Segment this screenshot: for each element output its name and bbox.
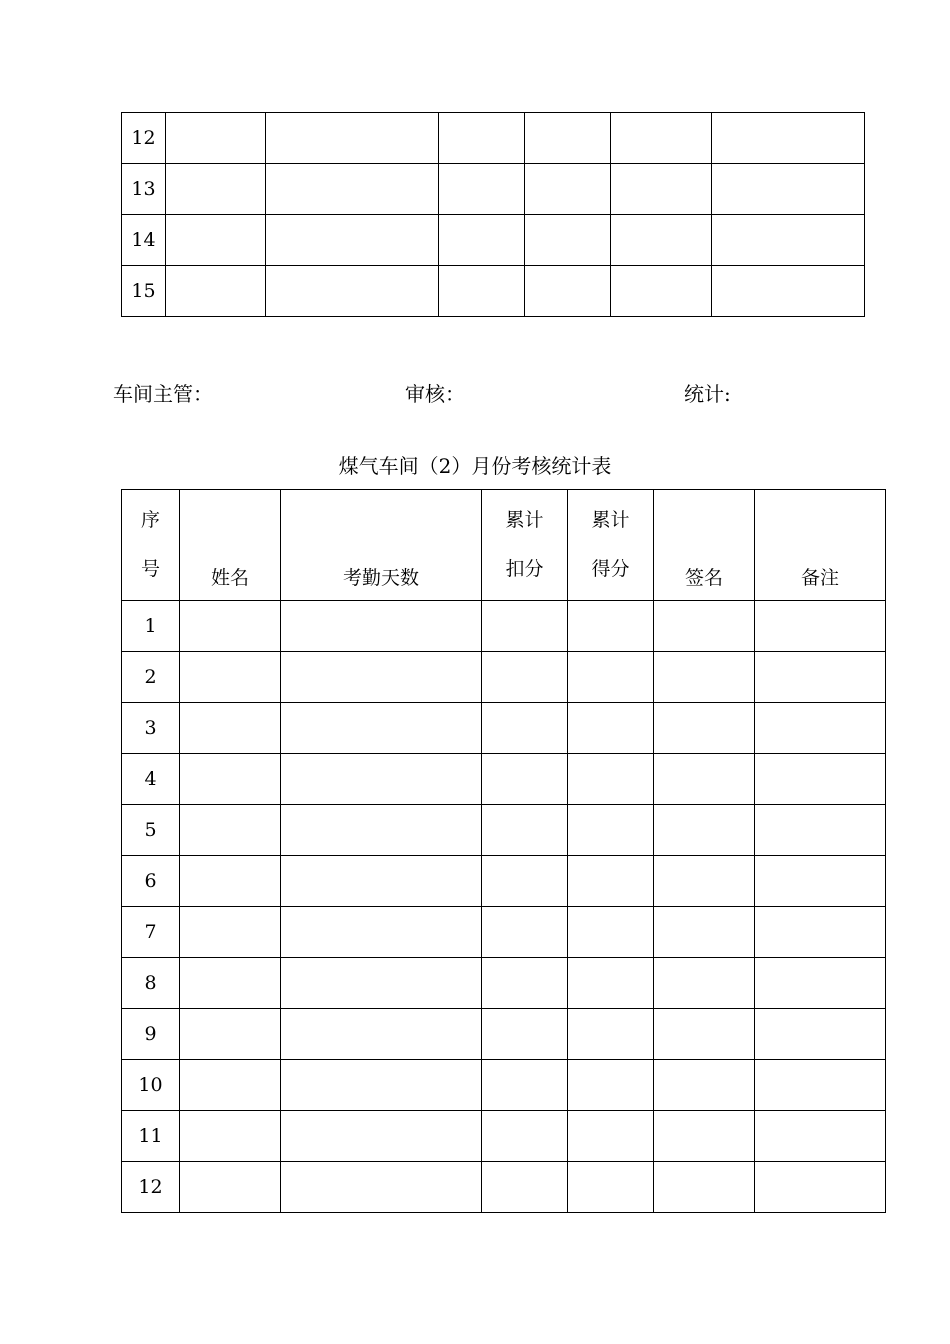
empty-cell[interactable] <box>166 113 266 164</box>
empty-cell[interactable] <box>568 1111 654 1162</box>
row-number: 8 <box>122 958 180 1009</box>
empty-cell[interactable] <box>281 856 482 907</box>
empty-cell[interactable] <box>166 164 266 215</box>
empty-cell[interactable] <box>266 113 439 164</box>
empty-cell[interactable] <box>180 856 281 907</box>
empty-cell[interactable] <box>482 652 568 703</box>
empty-cell[interactable] <box>755 1111 886 1162</box>
empty-cell[interactable] <box>654 907 755 958</box>
empty-cell[interactable] <box>712 266 865 317</box>
header-seq-line1: 序 <box>140 509 160 531</box>
empty-cell[interactable] <box>180 703 281 754</box>
header-seq <box>122 490 180 601</box>
table-row <box>122 703 886 754</box>
empty-cell[interactable] <box>568 805 654 856</box>
table-row <box>122 754 886 805</box>
table-row <box>122 1162 886 1213</box>
empty-cell[interactable] <box>281 907 482 958</box>
empty-cell[interactable] <box>654 856 755 907</box>
table-row <box>122 805 886 856</box>
empty-cell[interactable] <box>755 958 886 1009</box>
empty-cell[interactable] <box>654 1009 755 1060</box>
empty-cell[interactable] <box>180 652 281 703</box>
empty-cell[interactable] <box>482 805 568 856</box>
table-row <box>122 856 886 907</box>
empty-cell[interactable] <box>180 805 281 856</box>
empty-cell[interactable] <box>439 215 525 266</box>
empty-cell[interactable] <box>654 958 755 1009</box>
empty-cell[interactable] <box>568 907 654 958</box>
empty-cell[interactable] <box>180 958 281 1009</box>
empty-cell[interactable] <box>281 805 482 856</box>
row-number: 10 <box>122 1060 180 1111</box>
stats-label: 统计: <box>684 382 731 406</box>
empty-cell[interactable] <box>712 113 865 164</box>
empty-cell[interactable] <box>755 805 886 856</box>
empty-cell[interactable] <box>281 1060 482 1111</box>
empty-cell[interactable] <box>755 601 886 652</box>
empty-cell[interactable] <box>281 703 482 754</box>
empty-cell[interactable] <box>568 1060 654 1111</box>
empty-cell[interactable] <box>266 266 439 317</box>
empty-cell[interactable] <box>439 113 525 164</box>
table-row <box>122 215 865 266</box>
empty-cell[interactable] <box>180 1009 281 1060</box>
row-number: 11 <box>122 1111 180 1162</box>
empty-cell[interactable] <box>525 113 611 164</box>
empty-cell[interactable] <box>482 703 568 754</box>
empty-cell[interactable] <box>755 1060 886 1111</box>
empty-cell[interactable] <box>482 754 568 805</box>
empty-cell[interactable] <box>482 1162 568 1213</box>
empty-cell[interactable] <box>568 1162 654 1213</box>
empty-cell[interactable] <box>611 215 712 266</box>
table-row <box>122 113 865 164</box>
empty-cell[interactable] <box>712 164 865 215</box>
empty-cell[interactable] <box>281 652 482 703</box>
empty-cell[interactable] <box>482 601 568 652</box>
empty-cell[interactable] <box>166 215 266 266</box>
table-row <box>122 1060 886 1111</box>
empty-cell[interactable] <box>281 601 482 652</box>
header-score <box>568 490 654 601</box>
empty-cell[interactable] <box>482 1060 568 1111</box>
empty-cell[interactable] <box>755 652 886 703</box>
row-number: 3 <box>122 703 180 754</box>
table-title: 煤气车间（2）月份考核统计表 <box>338 454 612 478</box>
empty-cell[interactable] <box>482 958 568 1009</box>
empty-cell[interactable] <box>755 703 886 754</box>
empty-cell[interactable] <box>281 1009 482 1060</box>
empty-cell[interactable] <box>180 1060 281 1111</box>
empty-cell[interactable] <box>568 703 654 754</box>
empty-cell[interactable] <box>482 1009 568 1060</box>
empty-cell[interactable] <box>568 958 654 1009</box>
empty-cell[interactable] <box>654 1060 755 1111</box>
header-deduct <box>482 490 568 601</box>
top-table-continuation <box>121 112 865 317</box>
empty-cell[interactable] <box>755 1009 886 1060</box>
table-row <box>122 164 865 215</box>
row-number: 4 <box>122 754 180 805</box>
row-number: 2 <box>122 652 180 703</box>
header-attendance: 考勤天数 <box>281 490 482 601</box>
empty-cell[interactable] <box>568 754 654 805</box>
row-number: 6 <box>122 856 180 907</box>
empty-cell[interactable] <box>568 1009 654 1060</box>
top-table-body <box>122 113 865 317</box>
table-row <box>122 958 886 1009</box>
empty-cell[interactable] <box>755 856 886 907</box>
empty-cell[interactable] <box>281 1111 482 1162</box>
table-row <box>122 1009 886 1060</box>
row-number: 1 <box>122 601 180 652</box>
header-score-line2: 得分 <box>591 558 630 580</box>
empty-cell[interactable] <box>755 754 886 805</box>
empty-cell[interactable] <box>654 703 755 754</box>
table-row <box>122 601 886 652</box>
header-deduct-line1: 累计 <box>505 509 544 531</box>
empty-cell[interactable] <box>180 907 281 958</box>
empty-cell[interactable] <box>166 266 266 317</box>
row-number: 12 <box>122 113 166 164</box>
row-number: 9 <box>122 1009 180 1060</box>
empty-cell[interactable] <box>654 601 755 652</box>
empty-cell[interactable] <box>611 164 712 215</box>
review-label: 审核： <box>405 382 465 406</box>
header-seq-line2: 号 <box>140 558 160 580</box>
empty-cell[interactable] <box>654 1162 755 1213</box>
empty-cell[interactable] <box>568 856 654 907</box>
empty-cell[interactable] <box>654 805 755 856</box>
empty-cell[interactable] <box>439 266 525 317</box>
empty-cell[interactable] <box>525 215 611 266</box>
empty-cell[interactable] <box>525 164 611 215</box>
empty-cell[interactable] <box>568 601 654 652</box>
assessment-table <box>121 489 886 1213</box>
empty-cell[interactable] <box>482 1111 568 1162</box>
empty-cell[interactable] <box>611 266 712 317</box>
row-number: 14 <box>122 215 166 266</box>
empty-cell[interactable] <box>281 1162 482 1213</box>
empty-cell[interactable] <box>755 907 886 958</box>
empty-cell[interactable] <box>712 215 865 266</box>
header-deduct-line2: 扣分 <box>505 558 544 580</box>
empty-cell[interactable] <box>611 113 712 164</box>
row-number: 12 <box>122 1162 180 1213</box>
empty-cell[interactable] <box>281 754 482 805</box>
empty-cell[interactable] <box>266 164 439 215</box>
row-number: 7 <box>122 907 180 958</box>
empty-cell[interactable] <box>654 754 755 805</box>
header-score-line1: 累计 <box>591 509 630 531</box>
empty-cell[interactable] <box>281 958 482 1009</box>
empty-cell[interactable] <box>439 164 525 215</box>
table-row <box>122 266 865 317</box>
header-remarks: 备注 <box>755 490 886 601</box>
table-row <box>122 1111 886 1162</box>
header-signature: 签名 <box>654 490 755 601</box>
empty-cell[interactable] <box>525 266 611 317</box>
empty-cell[interactable] <box>482 856 568 907</box>
empty-cell[interactable] <box>180 1111 281 1162</box>
empty-cell[interactable] <box>482 907 568 958</box>
row-number: 5 <box>122 805 180 856</box>
empty-cell[interactable] <box>654 652 755 703</box>
header-name: 姓名 <box>180 490 281 601</box>
empty-cell[interactable] <box>180 754 281 805</box>
empty-cell[interactable] <box>755 1162 886 1213</box>
row-number: 15 <box>122 266 166 317</box>
empty-cell[interactable] <box>180 1162 281 1213</box>
row-number: 13 <box>122 164 166 215</box>
table-row <box>122 652 886 703</box>
empty-cell[interactable] <box>266 215 439 266</box>
empty-cell[interactable] <box>568 652 654 703</box>
table-row <box>122 907 886 958</box>
assessment-table-body <box>122 490 886 1213</box>
empty-cell[interactable] <box>654 1111 755 1162</box>
empty-cell[interactable] <box>180 601 281 652</box>
header-row <box>122 490 886 601</box>
supervisor-label: 车间主管： <box>113 382 213 406</box>
